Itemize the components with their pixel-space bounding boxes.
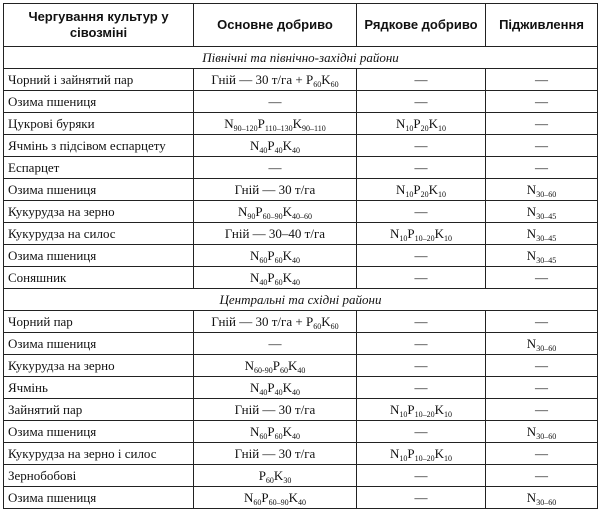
top-dressing-cell: $N_{30-60}$	[486, 179, 598, 201]
table-row	[4, 487, 598, 509]
crop-cell: Чорний і зайнятий пар	[4, 69, 194, 91]
main-fertilizer-cell: Гній — 30 т/га	[194, 399, 357, 421]
row-fertilizer-cell: —	[357, 487, 486, 509]
crop-cell: Зернобобові	[4, 465, 194, 487]
crop-cell: Озима пшениця	[4, 333, 194, 355]
crop-cell: Кукурудза на силос	[4, 223, 194, 245]
table-row	[4, 113, 598, 135]
main-fertilizer-cell: Гній — 30 т/га	[194, 443, 357, 465]
row-fertilizer-cell: —	[357, 465, 486, 487]
section-title: Центральні та східні райони	[4, 289, 598, 311]
crop-cell: Озима пшениця	[4, 91, 194, 113]
table-body	[4, 47, 598, 509]
crop-cell: Чорний пар	[4, 311, 194, 333]
row-fertilizer-cell: $N_{10}P_{10-20}K_{10}$	[357, 399, 486, 421]
table-row	[4, 223, 598, 245]
header-main-fertilizer: Основне добриво	[194, 4, 357, 47]
header-top-dressing: Підживлення	[486, 4, 598, 47]
section-row	[4, 47, 598, 69]
top-dressing-cell: —	[486, 135, 598, 157]
table-row	[4, 91, 598, 113]
crop-cell: Ячмінь	[4, 377, 194, 399]
crop-cell: Кукурудза на зерно	[4, 201, 194, 223]
row-fertilizer-cell: —	[357, 135, 486, 157]
row-fertilizer-cell: —	[357, 377, 486, 399]
row-fertilizer-cell: $N_{10}P_{20}K_{10}$	[357, 113, 486, 135]
table-row	[4, 355, 598, 377]
table-row	[4, 245, 598, 267]
table-row	[4, 421, 598, 443]
main-fertilizer-cell: Гній — 30 $т/га + P_{60}K_{60}$	[194, 311, 357, 333]
crop-cell: Соняшник	[4, 267, 194, 289]
crop-cell: Цукрові буряки	[4, 113, 194, 135]
row-fertilizer-cell: $N_{10}P_{10-20}K_{10}$	[357, 443, 486, 465]
top-dressing-cell: $N_{30-60}$	[486, 421, 598, 443]
row-fertilizer-cell: —	[357, 311, 486, 333]
table-row	[4, 267, 598, 289]
main-fertilizer-cell: $N_{40}P_{60}K_{40}$	[194, 267, 357, 289]
main-fertilizer-cell: —	[194, 91, 357, 113]
main-fertilizer-cell: $N_{60}P_{60}K_{40}$	[194, 245, 357, 267]
crop-cell: Кукурудза на зерно і силос	[4, 443, 194, 465]
top-dressing-cell: $N_{30-45}$	[486, 245, 598, 267]
row-fertilizer-cell: $N_{10}P_{10-20}K_{10}$	[357, 223, 486, 245]
top-dressing-cell: —	[486, 157, 598, 179]
crop-cell: Озима пшениця	[4, 421, 194, 443]
top-dressing-cell: —	[486, 267, 598, 289]
header-row-fertilizer: Рядкове добриво	[357, 4, 486, 47]
main-fertilizer-cell: Гній — 30 $т/га + P_{60}K_{60}$	[194, 69, 357, 91]
top-dressing-cell: —	[486, 355, 598, 377]
row-fertilizer-cell: —	[357, 355, 486, 377]
row-fertilizer-cell: —	[357, 333, 486, 355]
crop-cell: Зайнятий пар	[4, 399, 194, 421]
main-fertilizer-cell: $N_{90}P_{60-90}K_{40-60}$	[194, 201, 357, 223]
header-row	[4, 4, 598, 47]
main-fertilizer-cell: $P_{60}K_{30}$	[194, 465, 357, 487]
top-dressing-cell: —	[486, 311, 598, 333]
table-row	[4, 201, 598, 223]
table-row	[4, 443, 598, 465]
top-dressing-cell: —	[486, 377, 598, 399]
table-row	[4, 377, 598, 399]
top-dressing-cell: —	[486, 399, 598, 421]
main-fertilizer-cell: $N_{90-120}P_{110-130}K_{90-110}$	[194, 113, 357, 135]
crop-cell: Ячмінь з підсівом еспарцету	[4, 135, 194, 157]
main-fertilizer-cell: $N_{60}P_{60-90}K_{40}$	[194, 487, 357, 509]
top-dressing-cell: —	[486, 113, 598, 135]
crop-cell: Еспарцет	[4, 157, 194, 179]
row-fertilizer-cell: —	[357, 91, 486, 113]
top-dressing-cell: $N_{30-60}$	[486, 333, 598, 355]
main-fertilizer-cell: $N_{40}P_{40}K_{40}$	[194, 377, 357, 399]
table-row	[4, 311, 598, 333]
row-fertilizer-cell: —	[357, 69, 486, 91]
row-fertilizer-cell: $N_{10}P_{20}K_{10}$	[357, 179, 486, 201]
top-dressing-cell: —	[486, 443, 598, 465]
main-fertilizer-cell: $N_{40}P_{40}K_{40}$	[194, 135, 357, 157]
top-dressing-cell: $N_{30-45}$	[486, 201, 598, 223]
table-row	[4, 399, 598, 421]
top-dressing-cell: $N_{30-60}$	[486, 487, 598, 509]
table-row	[4, 135, 598, 157]
row-fertilizer-cell: —	[357, 267, 486, 289]
top-dressing-cell: —	[486, 465, 598, 487]
header-crop-rotation: Чергування культур у сівозміні	[4, 4, 194, 47]
top-dressing-cell: $N_{30-45}$	[486, 223, 598, 245]
top-dressing-cell: —	[486, 69, 598, 91]
row-fertilizer-cell: —	[357, 245, 486, 267]
crop-cell: Озима пшениця	[4, 487, 194, 509]
table-row	[4, 69, 598, 91]
crop-cell: Озима пшениця	[4, 245, 194, 267]
table-row	[4, 157, 598, 179]
table-row	[4, 333, 598, 355]
main-fertilizer-cell: Гній — 30–40 т/га	[194, 223, 357, 245]
main-fertilizer-cell: Гній — 30 т/га	[194, 179, 357, 201]
crop-cell: Озима пшениця	[4, 179, 194, 201]
fertilizer-table	[3, 3, 598, 509]
main-fertilizer-cell: $N_{60}P_{60}K_{40}$	[194, 421, 357, 443]
table-row	[4, 465, 598, 487]
row-fertilizer-cell: —	[357, 201, 486, 223]
row-fertilizer-cell: —	[357, 421, 486, 443]
section-title: Північні та північно-західні райони	[4, 47, 598, 69]
main-fertilizer-cell: —	[194, 157, 357, 179]
main-fertilizer-cell: —	[194, 333, 357, 355]
top-dressing-cell: —	[486, 91, 598, 113]
main-fertilizer-cell: $N_{60-90}P_{60}K_{40}$	[194, 355, 357, 377]
row-fertilizer-cell: —	[357, 157, 486, 179]
crop-cell: Кукурудза на зерно	[4, 355, 194, 377]
table-row	[4, 179, 598, 201]
section-row	[4, 289, 598, 311]
